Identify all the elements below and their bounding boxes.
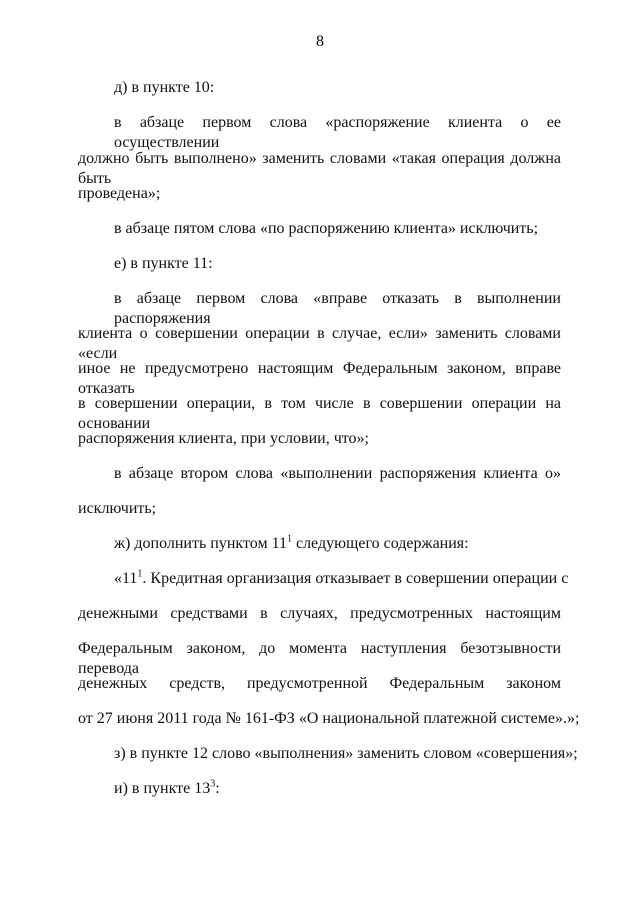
paragraph-line: распоряжения клиента, при условии, что»; bbox=[78, 430, 369, 447]
paragraph-line: клиента о совершении операции в случае, если» заменить словами «если bbox=[78, 325, 561, 362]
paragraph-line: в абзаце пятом слова «по распоряжению клиента» исключить; bbox=[114, 220, 539, 237]
paragraph-line: в абзаце первом слова «вправе отказать в выполнении распоряжения bbox=[114, 290, 561, 327]
paragraph-line: в абзаце втором слова «выполнении распоряжения клиента о» bbox=[114, 465, 561, 482]
paragraph-line: в совершении операции, в том числе в совершении операции на основании bbox=[78, 395, 561, 432]
paragraph-line: от 27 июня 2011 года № 161-ФЗ «О национальной платежной системе».»; bbox=[78, 710, 580, 727]
paragraph-line: в абзаце первом слова «распоряжение клиента о ее осуществлении bbox=[114, 114, 561, 151]
page-number: 8 bbox=[316, 33, 324, 50]
item-e-heading: е) в пункте 11: bbox=[114, 255, 213, 272]
paragraph-line: иное не предусмотрено настоящим Федеральным законом, вправе отказать bbox=[78, 360, 561, 397]
paragraph-line: денежных средств, предусмотренной Федеральным законом bbox=[78, 675, 561, 692]
item-d-heading: д) в пункте 10: bbox=[114, 79, 215, 96]
paragraph-line: исключить; bbox=[78, 500, 157, 517]
paragraph-line: должно быть выполнено» заменить словами «такая операция должна быть bbox=[78, 150, 561, 187]
paragraph-line: Федеральным законом, до момента наступления безотзывности перевода bbox=[78, 640, 561, 677]
paragraph-line: денежными средствами в случаях, предусмотренных настоящим bbox=[78, 605, 561, 622]
paragraph-line: «$11^1$. Кредитная организация отказывает в совершении операции с bbox=[114, 568, 569, 587]
item-zh-heading: ж) дополнить пунктом $11^1$ следующего содержания: bbox=[114, 533, 469, 552]
item-i-heading: и) в пункте $13^3$: bbox=[114, 778, 220, 797]
paragraph-line: проведена»; bbox=[78, 185, 161, 202]
item-z-heading: з) в пункте 12 слово «выполнения» заменить словом «совершения»; bbox=[114, 745, 578, 762]
